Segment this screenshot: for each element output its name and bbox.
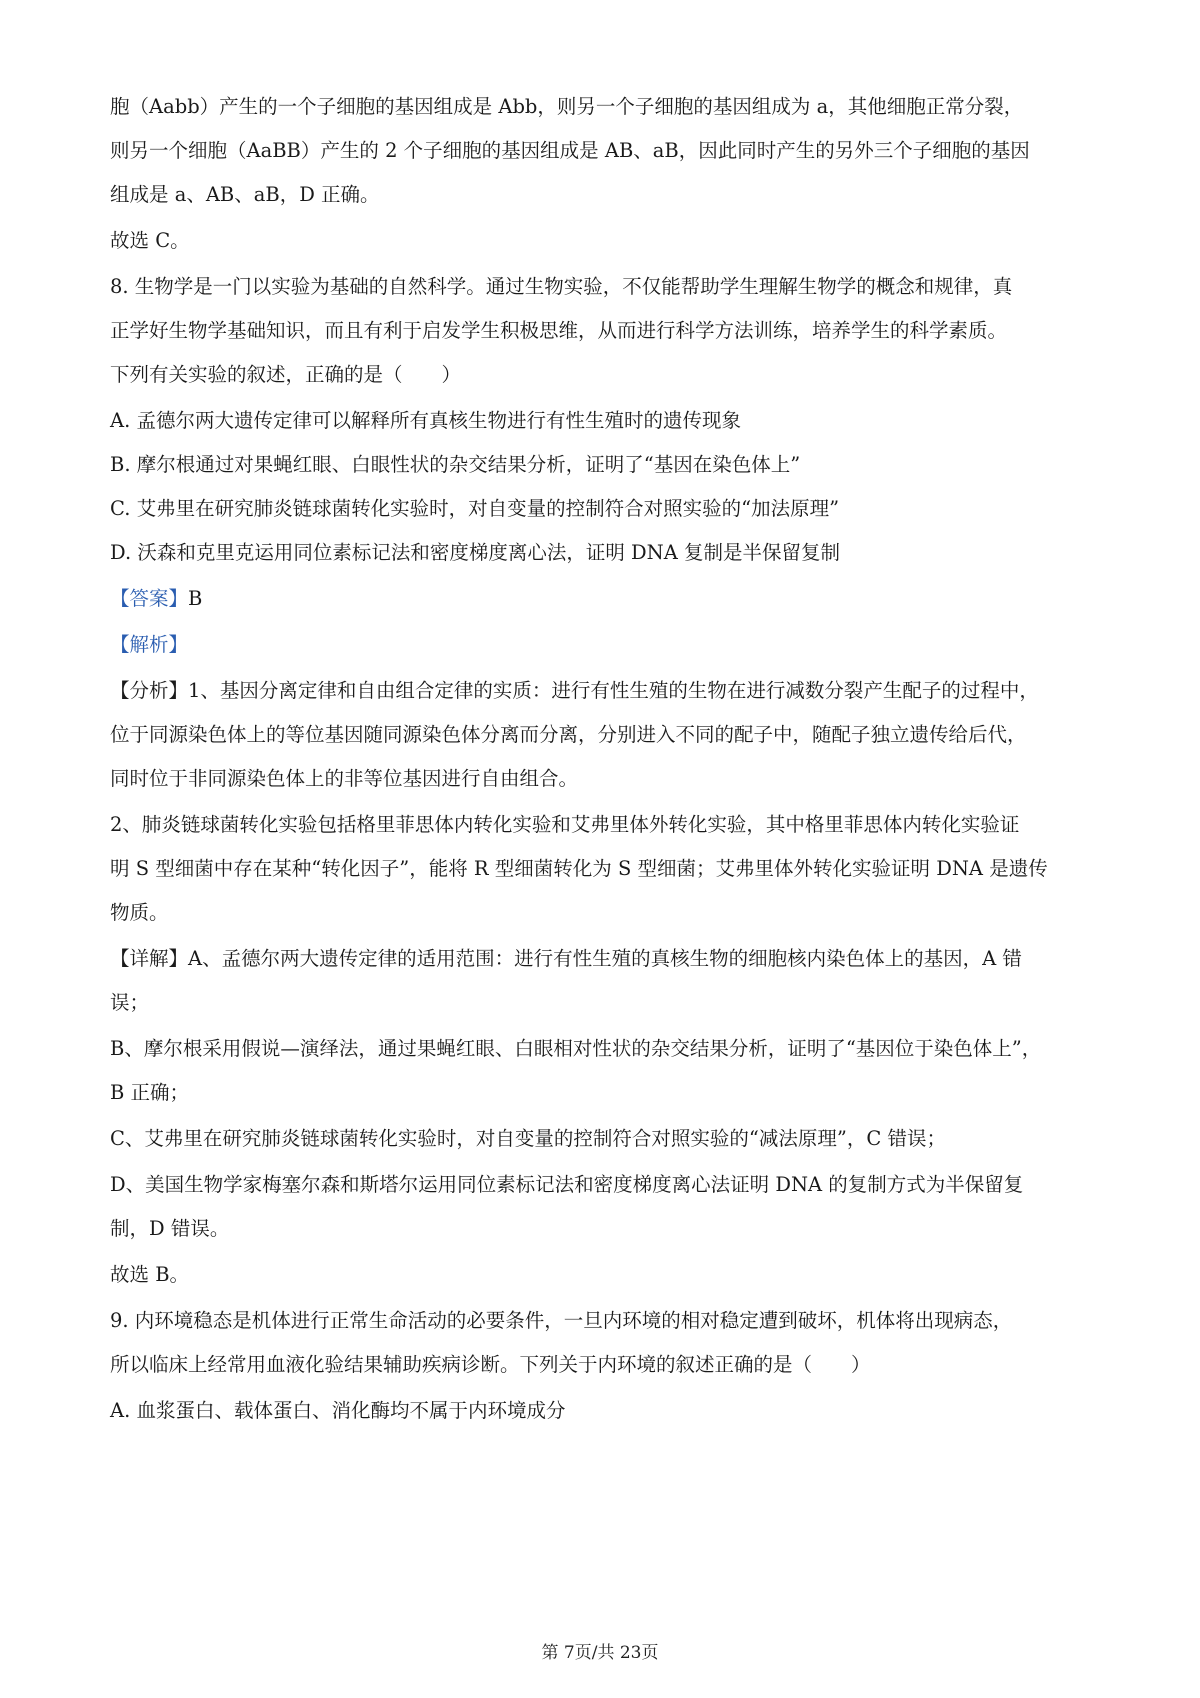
page-number: 第 7页/共 23页 [541,1643,659,1663]
question-8-conclusion: 故选 B。 [110,1263,190,1286]
text-line: 2、肺炎链球菌转化实验包括格里菲思体内转化实验和艾弗里体外转化实验，其中格里菲思体内转化实验证 [110,813,1020,836]
text-line: 9. 内环境稳态是机体进行正常生命活动的必要条件，一旦内环境的相对稳定遭到破坏，机体将出现病态， [110,1309,1013,1332]
prev-conclusion-block [110,226,1095,256]
analysis-paragraph-1 [110,676,1095,794]
text-line: 8. 生物学是一门以实验为基础的自然科学。通过生物实验，不仅能帮助学生理解生物学的概念和规律，真 [110,275,1013,298]
prev-conclusion: 故选 C。 [110,229,190,252]
detail-d [110,1170,1095,1244]
prev-explanation [110,92,1095,210]
text-line: 正学好生物学基础知识，而且有利于启发学生积极思维，从而进行科学方法训练，培养学生的科学素质。 [110,319,1008,342]
text-line: D、美国生物学家梅塞尔森和斯塔尔运用同位素标记法和密度梯度离心法证明 DNA 的复制方式为半保留复 [110,1173,1024,1196]
text-line: 误； [110,991,150,1014]
detail-c [110,1124,1095,1154]
analysis-tag-block [110,630,1095,660]
analysis-tag: 【解析】 [110,633,189,656]
question-9-options [110,1396,1095,1426]
text-line: B、摩尔根采用假说—演绎法，通过果蝇红眼、白眼相对性状的杂交结果分析，证明了“基因位于染色体上”， [110,1037,1042,1060]
text-line: 胞（Aabb）产生的一个子细胞的基因组成是 Abb，则另一个子细胞的基因组成为 a，其他细胞正常分裂， [110,95,1024,118]
text-line: C、艾弗里在研究肺炎链球菌转化实验时，对自变量的控制符合对照实验的“减法原理”，C 错误； [110,1127,946,1150]
question-8-stem [110,272,1095,390]
text-line: 则另一个细胞（AaBB）产生的 2 个子细胞的基因组成是 AB、aB，因此同时产生的另外三个子细胞的基因 [110,139,1030,162]
text-line: 组成是 a、AB、aB，D 正确。 [110,183,380,206]
text-line: 下列有关实验的叙述，正确的是（ ） [110,363,462,386]
detail-b [110,1034,1095,1108]
text-line: 同时位于非同源染色体上的非等位基因进行自由组合。 [110,767,579,790]
text-line: 【详解】A、孟德尔两大遗传定律的适用范围：进行有性生殖的真核生物的细胞核内染色体上的基因，A 错 [110,947,1022,970]
option-d: D. 沃森和克里克运用同位素标记法和密度梯度离心法，证明 DNA 复制是半保留复制 [110,541,841,564]
option-c: C. 艾弗里在研究肺炎链球菌转化实验时，对自变量的控制符合对照实验的“加法原理” [110,497,840,520]
text-line: 明 S 型细菌中存在某种“转化因子”，能将 R 型细菌转化为 S 型细菌；艾弗里体外转化实验证明 DNA 是遗传 [110,857,1048,880]
text-line: 制，D 错误。 [110,1217,230,1240]
question-8-conclusion-block [110,1260,1095,1290]
text-line: B 正确； [110,1081,190,1104]
detail-a [110,944,1095,1018]
option-b: B. 摩尔根通过对果蝇红眼、白眼性状的杂交结果分析，证明了“基因在染色体上” [110,453,801,476]
text-line: 物质。 [110,901,169,924]
question-9-stem [110,1306,1095,1380]
question-8-options [110,406,1095,568]
answer-value: B [188,587,203,610]
text-line: 所以临床上经常用血液化验结果辅助疾病诊断。下列关于内环境的叙述正确的是（ ） [110,1353,871,1376]
text-line: 【分析】1、基因分离定律和自由组合定律的实质：进行有性生殖的生物在进行减数分裂产生配子的过程中， [110,679,1039,702]
analysis-paragraph-2 [110,810,1095,928]
document-page [110,92,1095,1442]
text-line: 位于同源染色体上的等位基因随同源染色体分离而分离，分别进入不同的配子中，随配子独立遗传给后代， [110,723,1027,746]
answer-tag: 【答案】 [110,587,189,610]
answer-line [110,584,1095,614]
option-a: A. 血浆蛋白、载体蛋白、消化酶均不属于内环境成分 [110,1399,566,1422]
answer-block [110,584,1095,614]
option-a: A. 孟德尔两大遗传定律可以解释所有真核生物进行有性生殖时的遗传现象 [110,409,741,432]
page-footer [0,1638,1200,1663]
